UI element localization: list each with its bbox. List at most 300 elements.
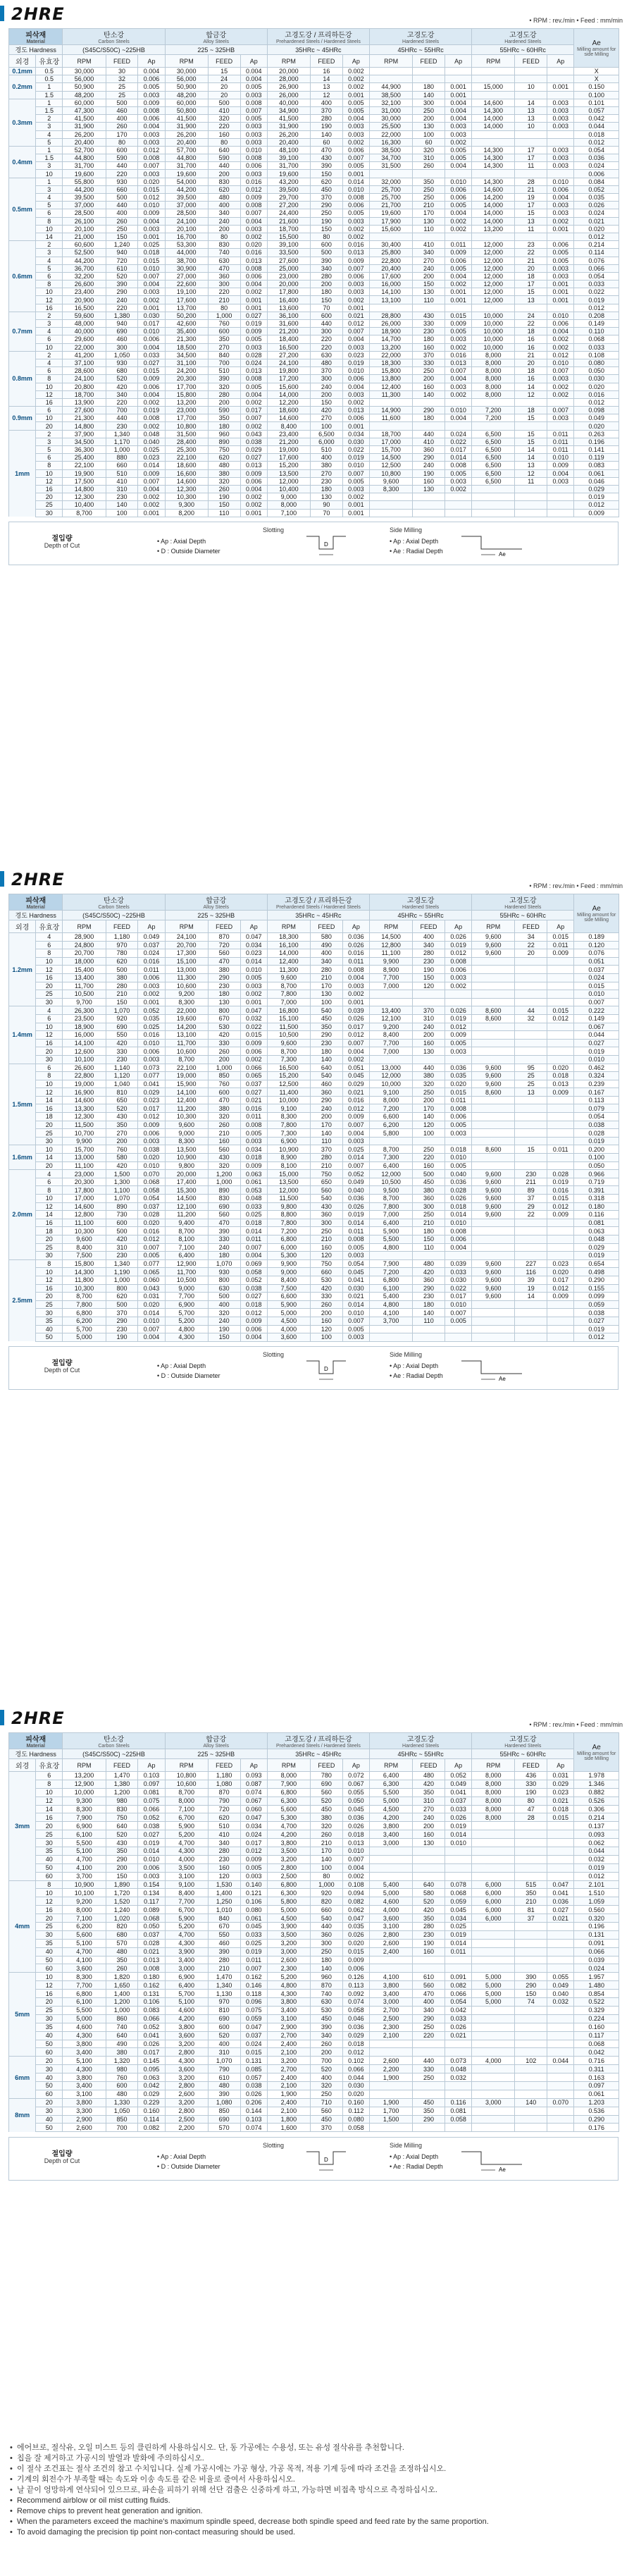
value-cell: 170 xyxy=(310,982,342,990)
table-row xyxy=(9,973,619,982)
value-cell: 230 xyxy=(515,1170,547,1178)
value-cell: 0.005 xyxy=(240,383,267,390)
value-cell: 0.020 xyxy=(547,1268,574,1276)
value-cell: 880 xyxy=(106,454,138,462)
value-cell xyxy=(547,1839,574,1847)
value-cell: 1.510 xyxy=(574,1889,619,1897)
value-cell xyxy=(515,957,547,966)
value-cell: 3,100 xyxy=(63,2090,106,2098)
value-cell: 0.016 xyxy=(240,1104,267,1113)
value-cell: 130 xyxy=(413,1047,445,1056)
value-cell: 0.042 xyxy=(138,2081,165,2090)
value-cell: 0.013 xyxy=(240,367,267,375)
value-cell: 22,000 xyxy=(165,1006,208,1015)
hardness-value: 35HRc ~ 45HRc xyxy=(267,45,369,55)
value-cell: 260 xyxy=(106,1964,138,1973)
value-cell: 0.081 xyxy=(445,2107,471,2115)
value-cell: 4,700 xyxy=(267,1822,310,1830)
value-cell: 0.045 xyxy=(445,1906,471,1914)
value-cell: 1,470 xyxy=(106,1772,138,1780)
value-cell: 480 xyxy=(310,359,342,366)
value-cell: 750 xyxy=(310,1170,342,1178)
material-name: 고경도강 Hardened Steels xyxy=(370,894,472,911)
value-cell: 14 xyxy=(515,1293,547,1301)
value-cell: 0.002 xyxy=(240,501,267,509)
value-cell: 330 xyxy=(413,359,445,366)
length-cell: 50 xyxy=(36,2040,63,2048)
length-cell: 50 xyxy=(36,1863,63,1872)
value-cell: 210 xyxy=(310,1161,342,1170)
value-cell: 280 xyxy=(413,949,445,958)
value-cell: 21 xyxy=(515,185,547,193)
value-cell: 8,600 xyxy=(472,1006,515,1015)
value-cell: 1,050 xyxy=(106,351,138,359)
value-cell: 6,800 xyxy=(63,1990,106,1998)
value-cell: 0.020 xyxy=(138,178,165,185)
value-cell: 0.003 xyxy=(240,982,267,990)
value-cell: 260 xyxy=(208,485,240,493)
value-cell: 20,000 xyxy=(165,1170,208,1178)
cutting-conditions-section xyxy=(0,0,634,860)
value-cell: 15 xyxy=(515,438,547,445)
value-cell: 17,200 xyxy=(267,375,310,383)
length-cell: 8 xyxy=(36,1259,63,1268)
value-cell: 44,800 xyxy=(63,154,106,162)
value-cell: 0.003 xyxy=(547,264,574,272)
value-cell: 0.021 xyxy=(240,1096,267,1104)
value-cell: 150 xyxy=(310,225,342,233)
value-cell: 22 xyxy=(515,320,547,328)
value-cell: 9,300 xyxy=(63,1797,106,1805)
value-cell: 0.038 xyxy=(574,1309,619,1317)
hardness-value: 35HRc ~ 45HRc xyxy=(267,1749,369,1759)
value-cell xyxy=(547,1047,574,1056)
value-cell: 0.034 xyxy=(240,1822,267,1830)
length-cell: 2 xyxy=(36,312,63,319)
value-cell xyxy=(515,1104,547,1113)
value-cell: 0.013 xyxy=(240,257,267,264)
length-cell: 6 xyxy=(36,335,63,343)
value-cell: 150 xyxy=(106,1872,138,1880)
value-cell: 27,600 xyxy=(267,257,310,264)
table-row xyxy=(9,1981,619,1990)
value-cell: 110 xyxy=(413,1243,445,1252)
value-cell: 3,400 xyxy=(63,2081,106,2090)
table-row xyxy=(9,1259,619,1268)
value-cell: 620 xyxy=(208,1813,240,1822)
value-cell: 5,900 xyxy=(370,1227,413,1235)
value-cell xyxy=(413,233,445,240)
value-cell: 0.036 xyxy=(342,2023,369,2031)
value-cell: 7,300 xyxy=(370,1154,413,1162)
value-cell: 0.020 xyxy=(240,241,267,249)
length-cell: 12 xyxy=(36,1088,63,1097)
value-cell: 0.024 xyxy=(574,209,619,217)
value-cell: 390 xyxy=(106,281,138,288)
value-cell: 0.015 xyxy=(138,185,165,193)
value-cell: 0.008 xyxy=(138,106,165,114)
value-cell: 0.011 xyxy=(240,1956,267,1964)
value-cell xyxy=(413,493,445,501)
value-cell xyxy=(472,1227,515,1235)
value-cell: 270 xyxy=(413,1805,445,1813)
value-cell: 8,900 xyxy=(370,966,413,974)
value-cell: 15 xyxy=(515,288,547,296)
table-row xyxy=(9,272,619,280)
value-cell: 120 xyxy=(413,982,445,990)
value-cell xyxy=(445,1964,471,1973)
value-cell: 0.007 xyxy=(138,477,165,485)
feed-header: FEED xyxy=(106,1759,138,1772)
ae-header: Ae Milling amount for side Milling xyxy=(574,894,619,933)
value-cell: 0.004 xyxy=(240,68,267,75)
value-cell: 0.007 xyxy=(138,1325,165,1333)
value-cell: 150 xyxy=(310,296,342,304)
value-cell: 250 xyxy=(413,1145,445,1154)
note-item: • To avoid damaging the precision tip point non-contact measuring should be used. xyxy=(8,2527,619,2538)
table-row xyxy=(9,1880,619,1889)
value-cell: 13,500 xyxy=(267,469,310,477)
value-cell xyxy=(547,485,574,493)
value-cell xyxy=(515,1243,547,1252)
value-cell: 14,300 xyxy=(472,162,515,170)
value-cell: 0.068 xyxy=(574,2040,619,2048)
value-cell: 0.022 xyxy=(240,1023,267,1031)
value-cell: 0.033 xyxy=(138,351,165,359)
value-cell: 3,500 xyxy=(267,1930,310,1939)
value-cell: 0.002 xyxy=(445,390,471,398)
table-row xyxy=(9,1847,619,1856)
value-cell: 12,000 xyxy=(472,264,515,272)
value-cell: 0.002 xyxy=(445,225,471,233)
cutting-conditions-section xyxy=(0,1704,634,2564)
value-cell: 0.065 xyxy=(138,1268,165,1276)
value-cell: 0.027 xyxy=(574,1317,619,1325)
value-cell: 0.004 xyxy=(445,272,471,280)
value-cell: 0.011 xyxy=(445,241,471,249)
value-cell: 19,900 xyxy=(63,469,106,477)
value-cell: 0.015 xyxy=(547,1813,574,1822)
value-cell: 2,200 xyxy=(165,2124,208,2132)
value-cell: 14,500 xyxy=(165,1195,208,1203)
value-cell: 140 xyxy=(310,130,342,138)
value-cell: 0.051 xyxy=(574,957,619,966)
hardness-value: 45HRc ~ 55HRc xyxy=(370,45,472,55)
value-cell: 0.103 xyxy=(240,2115,267,2124)
value-cell: 11,200 xyxy=(165,1211,208,1219)
value-cell: 0.003 xyxy=(138,130,165,138)
ap-header: Ap xyxy=(547,55,574,68)
value-cell: 550 xyxy=(208,1930,240,1939)
value-cell: 0.006 xyxy=(445,185,471,193)
value-cell: 0.052 xyxy=(138,1813,165,1822)
value-cell: 290 xyxy=(106,288,138,296)
value-cell xyxy=(413,2081,445,2090)
value-cell xyxy=(547,2014,574,2023)
value-cell: 10,600 xyxy=(165,1047,208,1056)
value-cell: 410 xyxy=(413,438,445,445)
value-cell: 550 xyxy=(106,1031,138,1040)
value-cell: 0.016 xyxy=(574,390,619,398)
value-cell: 8,000 xyxy=(472,1780,515,1788)
value-cell: 830 xyxy=(208,241,240,249)
value-cell: 0.004 xyxy=(240,217,267,225)
value-cell: 4,500 xyxy=(370,1805,413,1813)
value-cell: 36,100 xyxy=(267,312,310,319)
value-cell: 0.009 xyxy=(138,1121,165,1129)
value-cell: 6,200 xyxy=(63,1923,106,1931)
value-cell: 830 xyxy=(208,1195,240,1203)
value-cell: 11,700 xyxy=(165,1039,208,1047)
value-cell: 31,500 xyxy=(165,430,208,438)
value-cell: 0.013 xyxy=(240,462,267,469)
value-cell: 14,000 xyxy=(472,217,515,225)
value-cell: 220 xyxy=(310,335,342,343)
value-cell: 0.079 xyxy=(574,1104,619,1113)
value-cell: 23 xyxy=(515,241,547,249)
value-cell: 11 xyxy=(515,162,547,170)
table-row xyxy=(9,1243,619,1252)
value-cell: 14,800 xyxy=(63,422,106,430)
value-cell: 0.026 xyxy=(342,1930,369,1939)
value-cell: 480 xyxy=(208,194,240,202)
length-cell: 30 xyxy=(36,2107,63,2115)
rpm-header: RPM xyxy=(472,920,515,933)
value-cell: 290 xyxy=(106,1317,138,1325)
value-cell: 440 xyxy=(106,202,138,209)
value-cell: 560 xyxy=(310,1788,342,1797)
value-cell: 750 xyxy=(208,446,240,454)
value-cell: 0.003 xyxy=(342,485,369,493)
value-cell: 340 xyxy=(413,2006,445,2014)
table-row xyxy=(9,1906,619,1914)
length-cell: 25 xyxy=(36,1830,63,1839)
value-cell: 980 xyxy=(106,2065,138,2073)
value-cell: 0.160 xyxy=(342,2098,369,2107)
value-cell: 17,000 xyxy=(370,438,413,445)
length-cell: 60 xyxy=(36,1964,63,1973)
value-cell: 0.063 xyxy=(240,1170,267,1178)
value-cell: 830 xyxy=(208,178,240,185)
value-cell: 20 xyxy=(515,264,547,272)
value-cell: 0.005 xyxy=(445,469,471,477)
value-cell: 0.009 xyxy=(240,1855,267,1863)
value-cell: 0.012 xyxy=(547,1014,574,1023)
value-cell: 0.048 xyxy=(138,430,165,438)
value-cell: 310 xyxy=(413,1014,445,1023)
value-cell: 38,500 xyxy=(370,146,413,154)
value-cell: 11,300 xyxy=(267,966,310,974)
feed-header: FEED xyxy=(413,920,445,933)
value-cell: 1,320 xyxy=(106,2057,138,2065)
value-cell: 0.126 xyxy=(342,1973,369,1981)
value-cell: 0.013 xyxy=(342,249,369,257)
table-row xyxy=(9,1145,619,1154)
value-cell: 350 xyxy=(106,1121,138,1129)
value-cell: 0.003 xyxy=(342,1333,369,1342)
value-cell: 0.066 xyxy=(342,2065,369,2073)
value-cell: 480 xyxy=(106,1947,138,1956)
value-cell: 0.017 xyxy=(445,446,471,454)
value-cell: 0.028 xyxy=(138,1211,165,1219)
value-cell: 130 xyxy=(413,485,445,493)
value-cell: 5,100 xyxy=(63,1939,106,1947)
value-cell: 5,000 xyxy=(472,1990,515,1998)
value-cell xyxy=(515,233,547,240)
value-cell: 170 xyxy=(413,1104,445,1113)
value-cell: 44,200 xyxy=(165,185,208,193)
length-cell: 20 xyxy=(36,493,63,501)
diameter-cell: 0.4mm xyxy=(9,146,36,178)
value-cell: 0.002 xyxy=(240,398,267,406)
table-row xyxy=(9,1080,619,1088)
value-cell: 0.066 xyxy=(574,1947,619,1956)
length-cell: 40 xyxy=(36,1947,63,1956)
value-cell xyxy=(515,1227,547,1235)
table-row xyxy=(9,1055,619,1064)
value-cell: 0.066 xyxy=(240,1064,267,1072)
value-cell: 0.005 xyxy=(445,146,471,154)
value-cell: 540 xyxy=(310,1914,342,1923)
value-cell: 0.009 xyxy=(342,1113,369,1121)
value-cell: 14,600 xyxy=(472,185,515,193)
value-cell: 0.004 xyxy=(240,281,267,288)
value-cell: 0.001 xyxy=(547,288,574,296)
value-cell: 19 xyxy=(515,194,547,202)
value-cell: 60,600 xyxy=(63,241,106,249)
value-cell: 0.027 xyxy=(240,1088,267,1097)
value-cell: 1,180 xyxy=(208,1772,240,1780)
value-cell: 0.002 xyxy=(445,138,471,146)
value-cell: 180 xyxy=(413,1300,445,1309)
value-cell: 14,200 xyxy=(165,1023,208,1031)
value-cell: 180 xyxy=(413,1227,445,1235)
value-cell: 0.012 xyxy=(445,1023,471,1031)
table-row xyxy=(9,1964,619,1973)
value-cell xyxy=(472,2023,515,2031)
value-cell: 0.005 xyxy=(240,335,267,343)
value-cell xyxy=(413,1863,445,1872)
table-row xyxy=(9,1863,619,1872)
value-cell: 0.012 xyxy=(445,949,471,958)
diameter-cell: 1.5mm xyxy=(9,1064,36,1145)
value-cell: 8,900 xyxy=(267,1154,310,1162)
value-cell: 12,300 xyxy=(165,485,208,493)
value-cell: 760 xyxy=(106,1145,138,1154)
notes xyxy=(8,2443,619,2538)
value-cell: 0.006 xyxy=(547,320,574,328)
value-cell: 8,000 xyxy=(472,390,515,398)
value-cell: 370 xyxy=(310,194,342,202)
note-item: • 기계의 회전수가 부족할 때는 속도와 이송 속도를 같은 비율로 줄여서 사용하십시오. xyxy=(8,2475,619,2485)
value-cell: 3,800 xyxy=(165,2023,208,2031)
value-cell xyxy=(515,982,547,990)
length-cell: 10 xyxy=(36,1195,63,1203)
value-cell: 37,000 xyxy=(165,202,208,209)
value-cell: 5,300 xyxy=(267,1813,310,1822)
value-cell: 710 xyxy=(310,2098,342,2107)
value-cell: 0.069 xyxy=(240,1259,267,1268)
value-cell: 0.004 xyxy=(240,1252,267,1260)
value-cell: 160 xyxy=(413,1161,445,1170)
value-cell: 0.004 xyxy=(342,1129,369,1138)
value-cell: 0.085 xyxy=(240,2065,267,2073)
value-cell: 800 xyxy=(106,1284,138,1293)
value-cell: 36,700 xyxy=(63,264,106,272)
diameter-cell: 0.8mm xyxy=(9,351,36,406)
value-cell xyxy=(413,1137,445,1145)
table-row xyxy=(9,225,619,233)
length-cell: 20 xyxy=(36,1047,63,1056)
value-cell: 290 xyxy=(208,973,240,982)
value-cell xyxy=(547,1023,574,1031)
value-cell: 2,600 xyxy=(165,2090,208,2098)
value-cell xyxy=(413,1333,445,1342)
value-cell: 520 xyxy=(106,1104,138,1113)
value-cell: 0.037 xyxy=(445,1797,471,1805)
value-cell: 870 xyxy=(208,933,240,942)
value-cell: 8,300 xyxy=(165,998,208,1006)
length-cell: 1 xyxy=(36,83,63,91)
diameter-cell: 0.3mm xyxy=(9,99,36,146)
length-cell: 5 xyxy=(36,446,63,454)
value-cell: 230 xyxy=(413,328,445,335)
value-cell: 0.024 xyxy=(574,162,619,170)
table-row xyxy=(9,1121,619,1129)
value-cell: 12,300 xyxy=(63,1113,106,1121)
value-cell: 8,400 xyxy=(165,1889,208,1897)
section-header xyxy=(0,1704,634,1731)
value-cell: 47 xyxy=(515,1805,547,1813)
value-cell: 27,000 xyxy=(165,272,208,280)
value-cell: 3,800 xyxy=(63,2040,106,2048)
feed-header: FEED xyxy=(208,55,240,68)
value-cell: 410 xyxy=(106,477,138,485)
value-cell: 370 xyxy=(310,2124,342,2132)
ae-mark: Ae xyxy=(499,1376,506,1382)
value-cell: 0.004 xyxy=(445,414,471,422)
length-cell: 30 xyxy=(36,998,63,1006)
value-cell: 0.002 xyxy=(445,281,471,288)
value-cell: 200 xyxy=(413,1031,445,1040)
value-cell: 180 xyxy=(413,335,445,343)
value-cell: 8,700 xyxy=(267,982,310,990)
value-cell: 180 xyxy=(310,485,342,493)
value-cell: 50,200 xyxy=(165,312,208,319)
value-cell: 440 xyxy=(106,162,138,170)
value-cell: 3,800 xyxy=(63,2098,106,2107)
value-cell: 0.063 xyxy=(138,2073,165,2082)
value-cell: 0.003 xyxy=(445,335,471,343)
value-cell: 0.017 xyxy=(138,2048,165,2057)
value-cell: 8,700 xyxy=(370,1145,413,1154)
length-cell: 50 xyxy=(36,1333,63,1342)
value-cell: 280 xyxy=(208,390,240,398)
table-row xyxy=(9,941,619,949)
value-cell: 0.006 xyxy=(342,1964,369,1973)
value-cell: 18,300 xyxy=(370,359,413,366)
value-cell: 19,000 xyxy=(165,1072,208,1080)
length-cell: 35 xyxy=(36,1317,63,1325)
value-cell xyxy=(547,1956,574,1964)
value-cell xyxy=(472,1839,515,1847)
value-cell: 9,100 xyxy=(370,1088,413,1097)
value-cell: 940 xyxy=(106,249,138,257)
length-cell: 12 xyxy=(36,1897,63,1906)
value-cell: 0.002 xyxy=(445,217,471,225)
value-cell: 680 xyxy=(106,1930,138,1939)
table-row xyxy=(9,1252,619,1260)
